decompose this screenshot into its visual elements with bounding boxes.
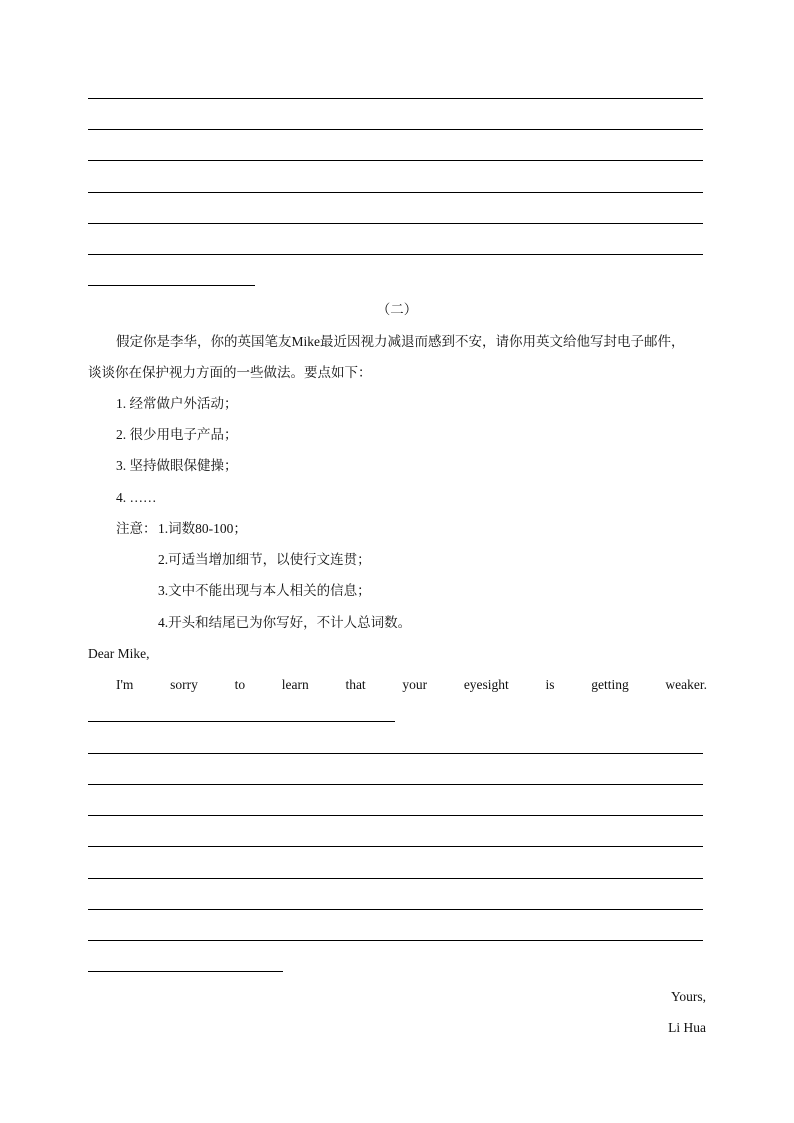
note-item: 4.开头和结尾已为你写好，不计人总词数。 — [158, 615, 412, 630]
writing-line — [88, 815, 703, 816]
writing-line — [88, 223, 703, 224]
prompt-line-1: 假定你是李华，你的英国笔友Mike最近因视力减退而感到不安，请你用英文给他写封电子邮件， — [116, 334, 685, 349]
letter-closing: Yours, — [670, 989, 706, 1004]
writing-line — [88, 160, 703, 161]
note-item: 2.可适当增加细节，以使行文连贯； — [158, 552, 371, 567]
notes-label: 注意： — [116, 521, 157, 536]
writing-line — [88, 98, 703, 99]
writing-line — [88, 254, 703, 255]
writing-line — [88, 784, 703, 785]
point-item: 3. 坚持做眼保健操； — [116, 458, 238, 473]
writing-line — [88, 940, 703, 941]
letter-word: your — [402, 677, 428, 692]
writing-line — [88, 878, 703, 879]
writing-line-short — [88, 285, 255, 286]
letter-word: to — [234, 677, 246, 692]
note-item: 3.文中不能出现与本人相关的信息； — [158, 583, 371, 598]
writing-line-partial — [88, 721, 395, 722]
letter-word: sorry — [170, 677, 198, 692]
letter-word: learn — [281, 677, 309, 692]
section-title: （二） — [376, 302, 418, 317]
writing-line — [88, 753, 703, 754]
letter-word: getting — [591, 677, 629, 692]
letter-word: weaker. — [665, 677, 707, 692]
note-item: 1.词数80-100； — [158, 521, 247, 536]
writing-line — [88, 846, 703, 847]
writing-line-short — [88, 971, 283, 972]
writing-line — [88, 129, 703, 130]
letter-greeting: Dear Mike, — [88, 646, 150, 661]
letter-signature: Li Hua — [668, 1020, 706, 1035]
letter-first-line — [116, 677, 707, 693]
writing-line — [88, 192, 703, 193]
letter-word: eyesight — [463, 677, 509, 692]
letter-word: I'm — [116, 677, 134, 692]
letter-word: is — [545, 677, 555, 692]
prompt-line-2: 谈谈你在保护视力方面的一些做法。要点如下： — [88, 365, 372, 380]
point-item: 1. 经常做户外活动； — [116, 396, 238, 411]
letter-word: that — [345, 677, 366, 692]
point-item: 4. …… — [116, 490, 157, 505]
point-item: 2. 很少用电子产品； — [116, 427, 238, 442]
writing-line — [88, 909, 703, 910]
